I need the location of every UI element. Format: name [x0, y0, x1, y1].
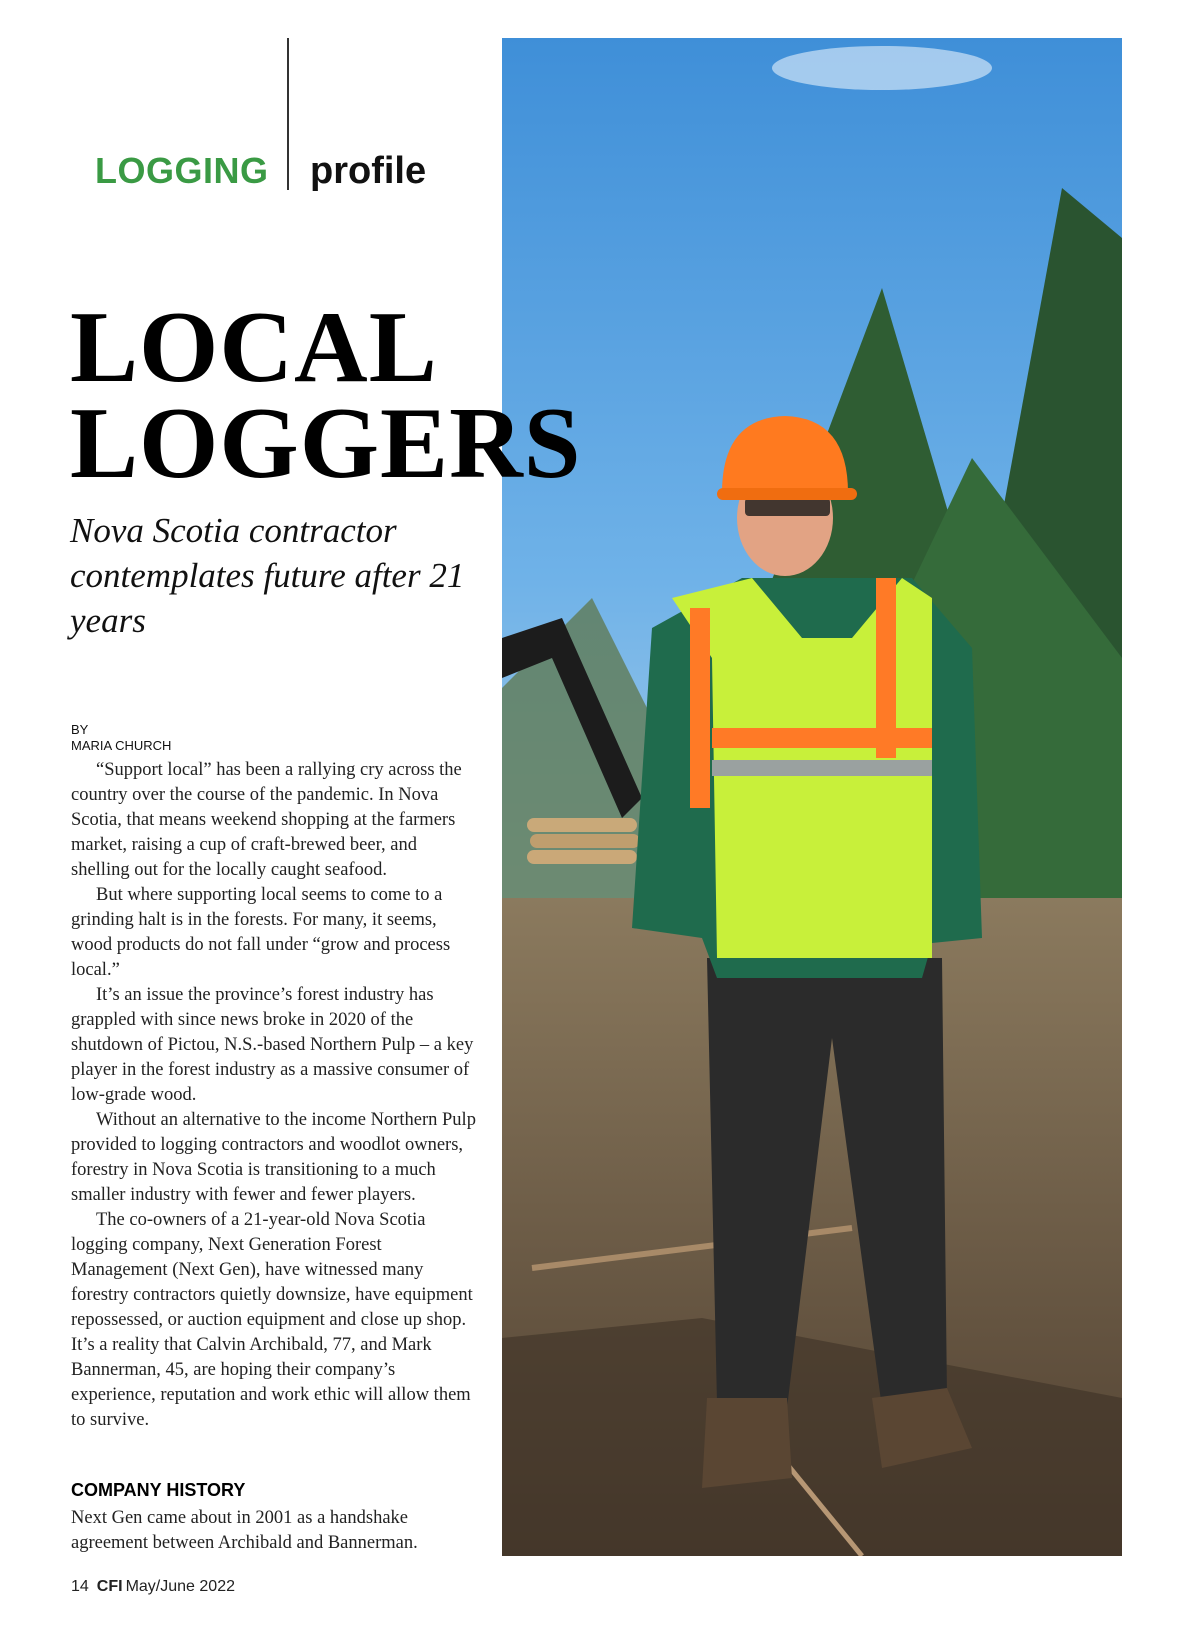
body-paragraph: But where supporting local seems to come to a grinding halt is in the forests. For many, it seems, wood products do not fall under “grow and process local.”: [71, 885, 451, 980]
article-deck: Nova Scotia contractor contemplates future after 21 years: [70, 511, 465, 640]
magazine-name: CFI: [96, 1578, 123, 1595]
body-paragraph: It’s an issue the province’s forest industry has grappled with since news broke in 2020 of the shutdown of Pictou, N.S.-based Northern Pulp – a key player in the forest industry as a massive consumer of low-grade wood.: [71, 985, 474, 1105]
headline-line-1: LOCAL: [70, 291, 438, 404]
article-headline: [70, 291, 690, 500]
article-body: [71, 758, 479, 1433]
byline-label: BY: [71, 722, 89, 737]
byline: [71, 722, 171, 754]
section-paragraph: Next Gen came about in 2001 as a handshake agreement between Archibald and Bannerman.: [71, 1508, 418, 1553]
page-number: 14: [71, 1578, 89, 1595]
byline-author: MARIA CHURCH: [71, 738, 172, 753]
feature-photo: [502, 38, 1122, 1556]
issue-date: May/June 2022: [125, 1578, 235, 1595]
kicker-divider: [287, 38, 289, 190]
section-heading: COMPANY HISTORY: [71, 1480, 246, 1500]
section-kicker-sub: profile: [310, 150, 427, 192]
body-paragraph: “Support local” has been a rallying cry across the country over the course of the pandemic. In Nova Scotia, that means weekend shopping at the farmers market, raising a cup of craft-brewed beer, and shelling out for the locally caught seafood.: [71, 760, 462, 880]
section-kicker: LOGGING: [95, 150, 269, 191]
body-paragraph: The co-owners of a 21-year-old Nova Scotia logging company, Next Generation Forest Management (Next Gen), have witnessed many forestry contractors quietly downsize, have equipment repossessed, or auction equipment and close up shop. It’s a reality that Calvin Archibald, 77, and Mark Bannerman, 45, are hoping their company’s experience, reputation and work ethic will allow them to survive.: [71, 1210, 473, 1430]
body-paragraph: Without an alternative to the income Northern Pulp provided to logging contractors and woodlot owners, forestry in Nova Scotia is transitioning to a much smaller industry with fewer and fewer players.: [71, 1110, 476, 1205]
page-folio: [71, 1578, 235, 1596]
headline-line-2: LOGGERS: [70, 387, 582, 500]
